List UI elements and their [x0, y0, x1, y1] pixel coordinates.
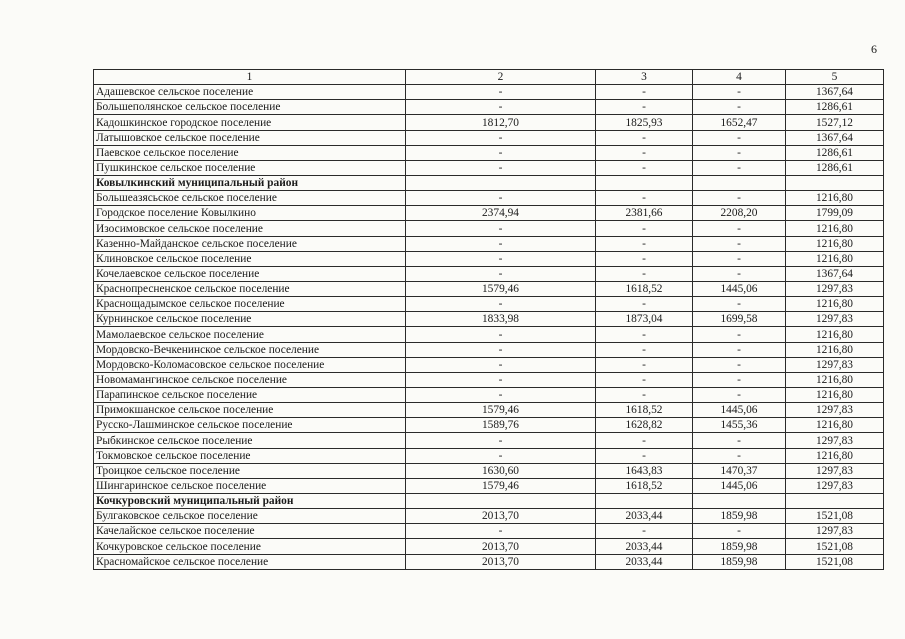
value-col5-cell: 1297,83 [786, 433, 884, 448]
table-row [94, 463, 884, 478]
value-col2-cell: 2013,70 [406, 554, 596, 569]
table-row [94, 115, 884, 130]
settlement-name-cell: Казенно-Майданское сельское поселение [94, 236, 406, 251]
value-col4-cell: 1859,98 [693, 554, 786, 569]
value-col3-cell: 2033,44 [596, 539, 693, 554]
table-row [94, 100, 884, 115]
settlement-name-cell: Парапинское сельское поселение [94, 387, 406, 402]
table-row [94, 236, 884, 251]
value-col5-cell: 1286,61 [786, 145, 884, 160]
table-row [94, 191, 884, 206]
value-col5-cell: 1216,80 [786, 387, 884, 402]
value-col4-cell [693, 175, 786, 190]
value-col2-cell: - [406, 221, 596, 236]
district-header-row [94, 175, 884, 190]
value-col3-cell: - [596, 100, 693, 115]
value-col2-cell: - [406, 251, 596, 266]
value-col4-cell: - [693, 433, 786, 448]
settlement-name-cell: Кадошкинское городское поселение [94, 115, 406, 130]
value-col4-cell: - [693, 191, 786, 206]
value-col2-cell [406, 493, 596, 508]
settlement-name-cell: Кочелаевское сельское поселение [94, 266, 406, 281]
value-col2-cell [406, 175, 596, 190]
value-col4-cell: - [693, 524, 786, 539]
value-col2-cell: - [406, 372, 596, 387]
value-col4-cell: - [693, 372, 786, 387]
value-col5-cell: 1216,80 [786, 221, 884, 236]
value-col2-cell: 1833,98 [406, 312, 596, 327]
table-row [94, 433, 884, 448]
settlement-name-cell: Токмовское сельское поселение [94, 448, 406, 463]
value-col3-cell: - [596, 327, 693, 342]
value-col4-cell: - [693, 145, 786, 160]
settlement-name-cell: Паевское сельское поселение [94, 145, 406, 160]
value-col4-cell: - [693, 266, 786, 281]
value-col5-cell: 1216,80 [786, 191, 884, 206]
value-col5-cell: 1367,64 [786, 266, 884, 281]
column-header-5: 5 [786, 70, 884, 85]
value-col4-cell: - [693, 221, 786, 236]
settlement-name-cell: Булгаковское сельское поселение [94, 509, 406, 524]
value-col5-cell: 1216,80 [786, 418, 884, 433]
value-col5-cell: 1799,09 [786, 206, 884, 221]
value-col2-cell: - [406, 357, 596, 372]
column-header-4: 4 [693, 70, 786, 85]
value-col3-cell: - [596, 160, 693, 175]
value-col5-cell: 1216,80 [786, 372, 884, 387]
table-row [94, 251, 884, 266]
value-col3-cell: 2033,44 [596, 509, 693, 524]
value-col3-cell: 1643,83 [596, 463, 693, 478]
value-col4-cell: - [693, 342, 786, 357]
value-col5-cell: 1297,83 [786, 281, 884, 296]
value-col2-cell: 1579,46 [406, 478, 596, 493]
value-col4-cell: 1445,06 [693, 281, 786, 296]
value-col2-cell: 2013,70 [406, 539, 596, 554]
value-col4-cell: 1470,37 [693, 463, 786, 478]
settlement-name-cell: Новомамангинское сельское поселение [94, 372, 406, 387]
value-col3-cell: 1825,93 [596, 115, 693, 130]
value-col5-cell: 1216,80 [786, 297, 884, 312]
value-col5-cell: 1286,61 [786, 100, 884, 115]
settlement-name-cell: Мордовско-Вечкенинское сельское поселение [94, 342, 406, 357]
value-col2-cell: - [406, 387, 596, 402]
settlement-name-cell: Качелайское сельское поселение [94, 524, 406, 539]
table-row [94, 206, 884, 221]
settlement-name-cell: Краснопресненское сельское поселение [94, 281, 406, 296]
value-col3-cell [596, 175, 693, 190]
value-col3-cell: - [596, 266, 693, 281]
table-row [94, 130, 884, 145]
value-col2-cell: - [406, 160, 596, 175]
settlement-name-cell: Мордовско-Коломасовское сельское поселение [94, 357, 406, 372]
table-row [94, 281, 884, 296]
value-col2-cell: 2374,94 [406, 206, 596, 221]
value-col4-cell: - [693, 297, 786, 312]
settlement-name-cell: Примокшанское сельское поселение [94, 403, 406, 418]
value-col2-cell: - [406, 130, 596, 145]
settlement-name-cell: Клиновское сельское поселение [94, 251, 406, 266]
table-row [94, 145, 884, 160]
settlement-name-cell: Шингаринское сельское поселение [94, 478, 406, 493]
settlement-name-cell: Русско-Лашминское сельское поселение [94, 418, 406, 433]
value-col2-cell: - [406, 448, 596, 463]
value-col4-cell: 1455,36 [693, 418, 786, 433]
value-col4-cell: 1699,58 [693, 312, 786, 327]
value-col5-cell: 1216,80 [786, 342, 884, 357]
value-col2-cell: 1579,46 [406, 403, 596, 418]
settlement-name-cell: Городское поселение Ковылкино [94, 206, 406, 221]
settlement-name-cell: Курнинское сельское поселение [94, 312, 406, 327]
table-row [94, 387, 884, 402]
value-col4-cell: 1445,06 [693, 478, 786, 493]
value-col5-cell: 1297,83 [786, 403, 884, 418]
value-col3-cell: - [596, 191, 693, 206]
table-row [94, 554, 884, 569]
table-row [94, 312, 884, 327]
value-col2-cell: 2013,70 [406, 509, 596, 524]
table-row [94, 478, 884, 493]
value-col3-cell: 1618,52 [596, 478, 693, 493]
value-col2-cell: 1812,70 [406, 115, 596, 130]
settlement-name-cell: Троицкое сельское поселение [94, 463, 406, 478]
value-col3-cell: - [596, 236, 693, 251]
value-col3-cell: 1618,52 [596, 403, 693, 418]
district-header-row [94, 493, 884, 508]
column-header-3: 3 [596, 70, 693, 85]
value-col3-cell: 2033,44 [596, 554, 693, 569]
value-col4-cell: - [693, 387, 786, 402]
value-col2-cell: - [406, 85, 596, 100]
value-col3-cell [596, 493, 693, 508]
settlement-name-cell: Пушкинское сельское поселение [94, 160, 406, 175]
value-col3-cell: 1628,82 [596, 418, 693, 433]
value-col4-cell: 1652,47 [693, 115, 786, 130]
value-col5-cell: 1216,80 [786, 236, 884, 251]
table-row [94, 418, 884, 433]
settlement-name-cell: Кочкуровский муниципальный район [94, 493, 406, 508]
value-col2-cell: - [406, 524, 596, 539]
value-col2-cell: - [406, 266, 596, 281]
value-col3-cell: - [596, 342, 693, 357]
value-col5-cell: 1521,08 [786, 509, 884, 524]
value-col5-cell: 1286,61 [786, 160, 884, 175]
value-col3-cell: - [596, 357, 693, 372]
settlement-name-cell: Большеазясьское сельское поселение [94, 191, 406, 206]
table-row [94, 85, 884, 100]
table-row [94, 448, 884, 463]
value-col4-cell: - [693, 85, 786, 100]
value-col3-cell: - [596, 85, 693, 100]
value-col2-cell: 1579,46 [406, 281, 596, 296]
value-col5-cell: 1521,08 [786, 554, 884, 569]
value-col4-cell: 1859,98 [693, 539, 786, 554]
value-col4-cell: 2208,20 [693, 206, 786, 221]
column-header-1: 1 [94, 70, 406, 85]
table-row [94, 266, 884, 281]
value-col4-cell: - [693, 160, 786, 175]
value-col3-cell: - [596, 221, 693, 236]
value-col2-cell: 1589,76 [406, 418, 596, 433]
settlement-name-cell: Ковылкинский муниципальный район [94, 175, 406, 190]
table-row [94, 372, 884, 387]
value-col5-cell [786, 493, 884, 508]
value-col2-cell: - [406, 433, 596, 448]
value-col5-cell: 1297,83 [786, 463, 884, 478]
table-header-row [94, 70, 884, 85]
value-col2-cell: - [406, 100, 596, 115]
value-col3-cell: 1873,04 [596, 312, 693, 327]
value-col4-cell: - [693, 251, 786, 266]
value-col4-cell: - [693, 100, 786, 115]
value-col5-cell: 1527,12 [786, 115, 884, 130]
value-col4-cell [693, 493, 786, 508]
value-col3-cell: - [596, 130, 693, 145]
value-col4-cell: - [693, 327, 786, 342]
table-row [94, 357, 884, 372]
settlement-name-cell: Рыбкинское сельское поселение [94, 433, 406, 448]
settlement-name-cell: Кочкуровское сельское поселение [94, 539, 406, 554]
value-col4-cell: - [693, 357, 786, 372]
settlement-name-cell: Мамолаевское сельское поселение [94, 327, 406, 342]
settlement-name-cell: Большеполянское сельское поселение [94, 100, 406, 115]
table-body [94, 70, 884, 570]
table-row [94, 160, 884, 175]
value-col5-cell [786, 175, 884, 190]
value-col5-cell: 1297,83 [786, 312, 884, 327]
value-col3-cell: 1618,52 [596, 281, 693, 296]
value-col3-cell: - [596, 145, 693, 160]
value-col2-cell: 1630,60 [406, 463, 596, 478]
value-col3-cell: - [596, 433, 693, 448]
value-col4-cell: - [693, 130, 786, 145]
column-header-2: 2 [406, 70, 596, 85]
settlement-name-cell: Красномайское сельское поселение [94, 554, 406, 569]
settlement-name-cell: Адашевское сельское поселение [94, 85, 406, 100]
table-row [94, 509, 884, 524]
table-row [94, 403, 884, 418]
value-col3-cell: - [596, 251, 693, 266]
value-col5-cell: 1216,80 [786, 251, 884, 266]
value-col5-cell: 1367,64 [786, 130, 884, 145]
value-col3-cell: - [596, 448, 693, 463]
value-col2-cell: - [406, 145, 596, 160]
table-row [94, 297, 884, 312]
value-col4-cell: 1445,06 [693, 403, 786, 418]
value-col3-cell: 2381,66 [596, 206, 693, 221]
value-col5-cell: 1297,83 [786, 357, 884, 372]
page-number: 6 [871, 42, 877, 56]
settlement-name-cell: Изосимовское сельское поселение [94, 221, 406, 236]
value-col5-cell: 1367,64 [786, 85, 884, 100]
value-col2-cell: - [406, 327, 596, 342]
table-row [94, 524, 884, 539]
value-col3-cell: - [596, 387, 693, 402]
value-col4-cell: 1859,98 [693, 509, 786, 524]
value-col2-cell: - [406, 191, 596, 206]
value-col5-cell: 1216,80 [786, 448, 884, 463]
settlement-name-cell: Краснощадымское сельское поселение [94, 297, 406, 312]
value-col2-cell: - [406, 297, 596, 312]
value-col5-cell: 1521,08 [786, 539, 884, 554]
table-row [94, 342, 884, 357]
value-col3-cell: - [596, 297, 693, 312]
value-col5-cell: 1216,80 [786, 327, 884, 342]
value-col3-cell: - [596, 524, 693, 539]
table-row [94, 327, 884, 342]
value-col2-cell: - [406, 236, 596, 251]
value-col2-cell: - [406, 342, 596, 357]
tariff-table [93, 69, 884, 570]
value-col4-cell: - [693, 236, 786, 251]
settlement-name-cell: Латышовское сельское поселение [94, 130, 406, 145]
value-col5-cell: 1297,83 [786, 524, 884, 539]
table-row [94, 221, 884, 236]
value-col5-cell: 1297,83 [786, 478, 884, 493]
value-col4-cell: - [693, 448, 786, 463]
table-row [94, 539, 884, 554]
value-col3-cell: - [596, 372, 693, 387]
